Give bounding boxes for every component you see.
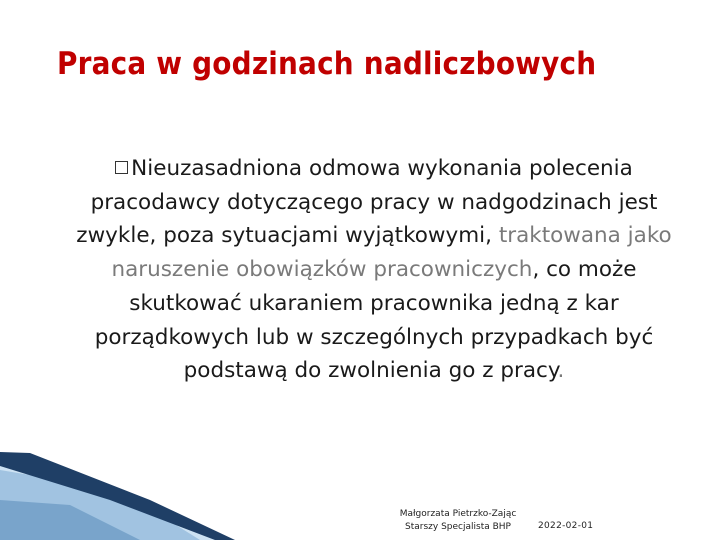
footer-author xyxy=(388,508,528,534)
checkbox-bullet-icon xyxy=(115,161,128,174)
footer-date: 2022-02-01 xyxy=(538,521,594,531)
author-name: Małgorzata Pietrzko-Zając xyxy=(399,509,517,519)
body-text-highlight: traktowana jako naruszenie obowiązków pracowniczych xyxy=(111,223,672,283)
author-role: Starszy Specjalista BHP xyxy=(405,522,511,532)
body-text-part3: , co może skutkować ukaraniem pracownika jedną z kar porządkowych lub w szczególnych przypadkach być podstawą do zwolnienia go z pracy xyxy=(94,257,654,384)
slide-title: Praca w godzinach nadliczbowych xyxy=(57,46,597,82)
body-paragraph xyxy=(62,152,686,388)
body-text-part1: Nieuzasadniona odmowa wykonania polecenia pracodawcy dotyczącego pracy w nadgodzinach jest zwykle, poza sytuacjami wyjątkowymi, xyxy=(76,156,658,249)
body-text-end: . xyxy=(557,358,565,384)
